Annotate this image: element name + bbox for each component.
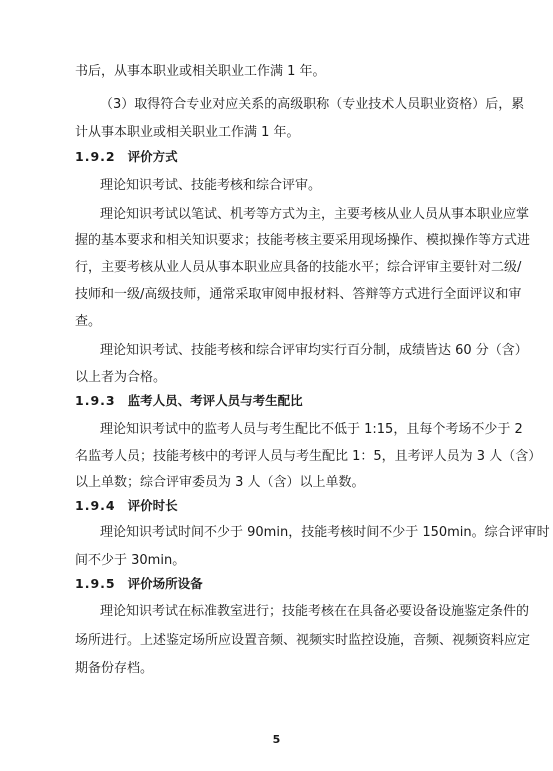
section-number: 1.9.4	[75, 498, 116, 513]
page-number: 5	[272, 733, 281, 746]
text-line: 理论知识考试在标准教室进行；技能考核在在具备必要设备设施鉴定条件的	[100, 604, 530, 619]
text-line: 场所进行。上述鉴定场所应设置音频、视频实时监控设施，音频、视频资料应定	[75, 633, 531, 648]
text-line: 名监考人员；技能考核中的考评人员与考生配比 1：5，且考评人员为 3 人（含）	[75, 449, 542, 464]
section-title: 监考人员、考评人员与考生配比	[127, 393, 303, 408]
text-line: 期备份存档。	[75, 661, 154, 676]
section-title: 评价方式	[127, 149, 178, 164]
section-title: 评价场所设备	[127, 576, 203, 591]
text-line: 理论知识考试以笔试、机考等方式为主，主要考核从业人员从事本职业应掌	[100, 207, 530, 222]
section-number: 1.9.3	[75, 393, 116, 408]
text-line: 理论知识考试、技能考核和综合评审均实行百分制，成绩皆达 60 分（含）	[100, 343, 528, 358]
text-line: （3）取得符合专业对应关系的高级职称（专业技术人员职业资格）后，累	[100, 97, 525, 112]
text-line: 理论知识考试、技能考核和综合评审。	[100, 178, 322, 193]
text-line: 理论知识考试时间不少于 90min，技能考核时间不少于 150min。综合评审时	[100, 525, 550, 540]
section-number: 1.9.2	[75, 149, 116, 164]
section-heading	[75, 392, 303, 410]
section-heading	[75, 148, 178, 166]
text-line: 以上者为合格。	[75, 370, 167, 385]
text-line: 间不少于 30min。	[75, 553, 186, 568]
section-title: 评价时长	[127, 498, 178, 513]
text-line: 技师和一级/高级技师，通常采取审阅申报材料、答辩等方式进行全面评议和审	[75, 287, 522, 302]
section-heading	[75, 575, 203, 593]
text-line: 书后，从事本职业或相关职业工作满 1 年。	[75, 64, 326, 79]
text-line: 行，主要考核从业人员从事本职业应具备的技能水平；综合评审主要针对二级/	[75, 260, 522, 275]
text-line: 以上单数；综合评审委员为 3 人（含）以上单数。	[75, 475, 365, 490]
section-heading	[75, 497, 178, 515]
text-line: 理论知识考试中的监考人员与考生配比不低于 1:15，且每个考场不少于 2	[100, 422, 523, 437]
text-line: 查。	[75, 314, 102, 329]
section-number: 1.9.5	[75, 576, 116, 591]
text-line: 握的基本要求和相关知识要求；技能考核主要采用现场操作、模拟操作等方式进	[75, 233, 531, 248]
text-line: 计从事本职业或相关职业工作满 1 年。	[75, 125, 300, 140]
